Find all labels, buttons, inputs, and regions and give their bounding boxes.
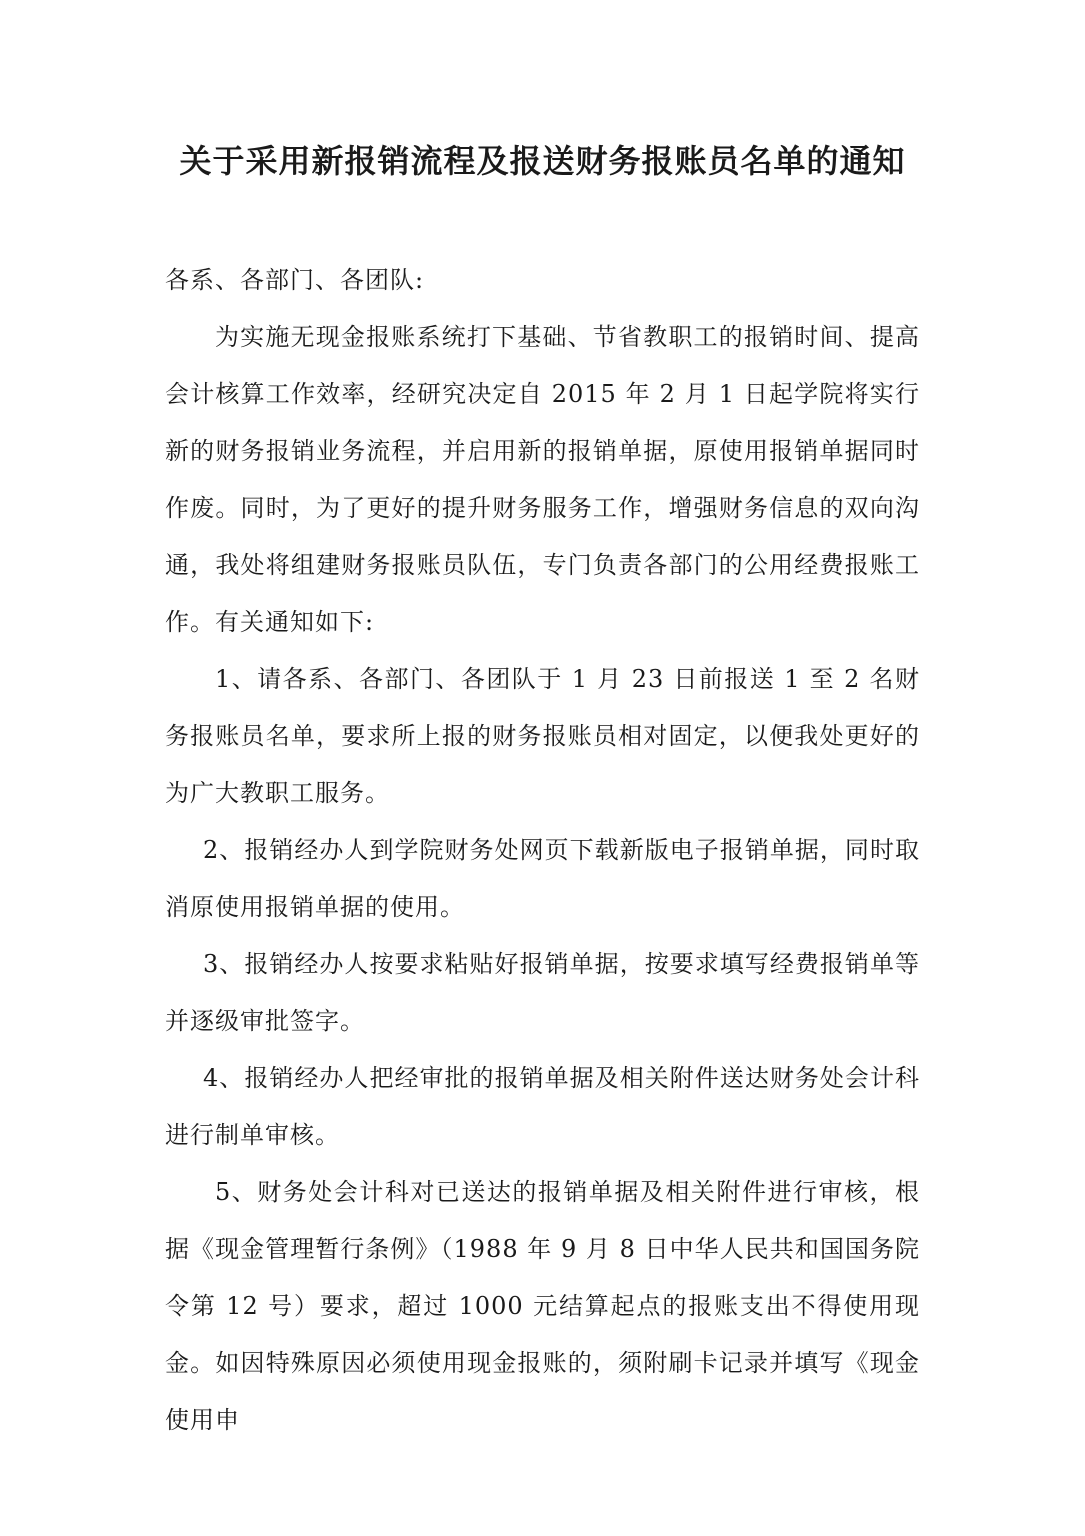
list-item-2: 2、报销经办人到学院财务处网页下载新版电子报销单据，同时取消原使用报销单据的使用。 — [165, 836, 920, 921]
list-item-5: 5、财务处会计科对已送达的报销单据及相关附件进行审核，根据《现金管理暂行条例》（1988 年 9 月 8 日中华人民共和国国务院令第 12 号）要求，超过 1000 元结算起点的报账支出不得使用现金。如因特殊原因必须使用现金报账的，须附刷卡记录并填写《现金使用申 — [165, 1178, 920, 1434]
document-body — [165, 252, 920, 1449]
list-item-1: 1、请各系、各部门、各团队于 1 月 23 日前报送 1 至 2 名财务报账员名单，要求所上报的财务报账员相对固定，以便我处更好的为广大教职工服务。 — [165, 665, 920, 807]
intro-paragraph: 为实施无现金报账系统打下基础、节省教职工的报销时间、提高会计核算工作效率，经研究决定自 2015 年 2 月 1 日起学院将实行新的财务报销业务流程，并启用新的报销单据，原使用报销单据同时作废。同时，为了更好的提升财务服务工作，增强财务信息的双向沟通，我处将组建财务报账员队伍，专门负责各部门的公用经费报账工作。有关通知如下: — [165, 323, 920, 636]
list-item-3: 3、报销经办人按要求粘贴好报销单据，按要求填写经费报销单等并逐级审批签字。 — [165, 950, 920, 1035]
list-item-4: 4、报销经办人把经审批的报销单据及相关附件送达财务处会计科进行制单审核。 — [165, 1064, 920, 1149]
salutation: 各系、各部门、各团队: — [165, 266, 425, 294]
document-title: 关于采用新报销流程及报送财务报账员名单的通知 — [179, 142, 906, 180]
